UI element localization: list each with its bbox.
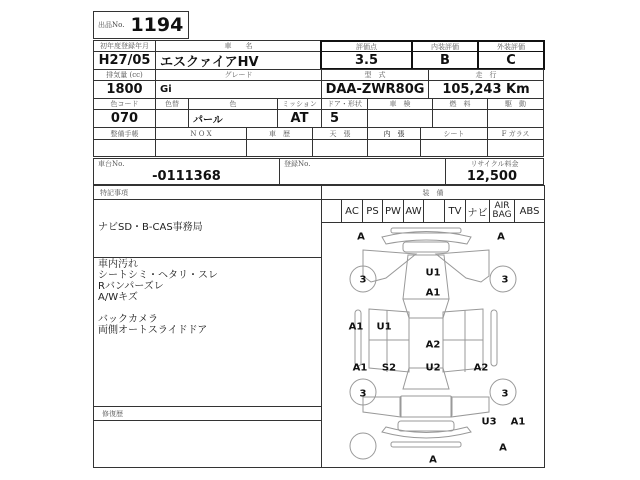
equip-blank-1 xyxy=(321,199,342,223)
score-label: 評価点 xyxy=(320,40,413,52)
registration-label: 登録No. xyxy=(284,160,311,168)
damage-mark: U1 xyxy=(376,321,392,333)
exterior-grade: C xyxy=(477,51,545,70)
inspection xyxy=(367,109,433,128)
remarks-line-1: ナビSD・B-CAS事務局 xyxy=(98,222,203,233)
mileage: 105,243 Km xyxy=(428,80,544,99)
color-change-label: 色替 xyxy=(155,98,189,110)
model-code-label: 型 式 xyxy=(321,69,429,81)
recycle-fee: 12,500 xyxy=(466,169,517,184)
grade-label: グレード xyxy=(155,69,322,81)
headliner-label: 天 張 xyxy=(312,127,368,140)
color-label: 色 xyxy=(188,98,278,110)
windshield-label: F ガラス xyxy=(487,127,544,140)
drive-label: 駆 動 xyxy=(487,98,544,110)
damage-diagram xyxy=(321,222,545,468)
equip-pw: PW xyxy=(382,199,404,223)
chassis-number: -0111368 xyxy=(152,169,221,184)
tire-mark: 3 xyxy=(501,274,509,286)
repair-history-label: 修復歴 xyxy=(93,406,322,421)
tire-mark: 3 xyxy=(359,388,367,400)
chassis-cell xyxy=(93,158,280,185)
interior-grade-label: 内装評価 xyxy=(411,40,479,52)
remarks-box-1 xyxy=(93,199,322,258)
lot-number-box xyxy=(93,11,189,39)
damage-mark: A xyxy=(497,231,505,243)
damage-mark: A1 xyxy=(348,321,364,333)
damage-mark: A1 xyxy=(425,287,441,299)
equip-navi: ナビ xyxy=(465,199,490,223)
lot-number: 1194 xyxy=(130,14,184,36)
repair-history-value xyxy=(93,420,322,468)
damage-mark: A2 xyxy=(473,362,489,374)
reg-date: H27/05 xyxy=(93,51,156,70)
equip-abs: ABS xyxy=(514,199,545,223)
service-book-label: 整備手帳 xyxy=(93,127,156,140)
history-label: 車 歴 xyxy=(246,127,313,140)
equipment-label: 装 備 xyxy=(321,185,545,200)
interior-grade: B xyxy=(411,51,479,70)
registration-cell xyxy=(279,158,446,185)
color-change xyxy=(155,109,189,128)
fuel-label: 燃 料 xyxy=(432,98,488,110)
displacement-label: 排気量 (cc) xyxy=(93,69,156,81)
seat-value xyxy=(420,139,488,157)
trim-label: 内 張 xyxy=(367,127,421,140)
damage-mark: A xyxy=(357,231,365,243)
remarks-line-2: 車内汚れ シートシミ・ヘタリ・スレ Rバンパーズレ A/Wキズ バックカメラ 両側オートスライドドア xyxy=(98,259,218,336)
equip-tv: TV xyxy=(444,199,466,223)
exterior-grade-label: 外装評価 xyxy=(477,40,545,52)
damage-mark: U1 xyxy=(425,267,441,279)
damage-mark: U2 xyxy=(425,362,441,374)
car-name-label: 車 名 xyxy=(155,40,322,52)
damage-mark: U3 xyxy=(481,416,497,428)
score: 3.5 xyxy=(320,51,413,70)
doors: 5 xyxy=(321,109,368,128)
headliner-value xyxy=(312,139,368,157)
tire-mark: 3 xyxy=(501,388,509,400)
damage-mark: A1 xyxy=(352,362,368,374)
mileage-label: 走 行 xyxy=(428,69,544,81)
doors-label: ドア・形状 xyxy=(321,98,368,110)
equip-blank-2 xyxy=(423,199,445,223)
damage-mark: A1 xyxy=(510,416,526,428)
remarks-box-2 xyxy=(93,257,322,407)
reg-date-label: 初年度登録年月 xyxy=(93,40,156,52)
fuel xyxy=(432,109,488,128)
lot-label: 出品No. xyxy=(98,21,125,29)
damage-mark: A xyxy=(499,442,507,454)
remarks-label: 特記事項 xyxy=(93,185,322,200)
damage-mark: A2 xyxy=(425,339,441,351)
equip-ac: AC xyxy=(341,199,363,223)
nox-value xyxy=(155,139,247,157)
seat-label: シート xyxy=(420,127,488,140)
history-value xyxy=(246,139,313,157)
grade: Gi xyxy=(155,80,322,99)
equip-aw: AW xyxy=(403,199,424,223)
tire-mark: 3 xyxy=(359,274,367,286)
drive xyxy=(487,109,544,128)
color: パール xyxy=(188,109,278,128)
equip-airbag: AIR BAG xyxy=(489,199,515,223)
damage-mark: A xyxy=(429,454,437,466)
color-code-label: 色コード xyxy=(93,98,156,110)
chassis-label: 車台No. xyxy=(98,160,125,168)
windshield-value xyxy=(487,139,544,157)
model-code: DAA-ZWR80G xyxy=(321,80,429,99)
color-code: 070 xyxy=(93,109,156,128)
inspection-label: 車 検 xyxy=(367,98,433,110)
recycle-cell xyxy=(445,158,544,185)
trim-value xyxy=(367,139,421,157)
transmission-label: ミッション xyxy=(277,98,322,110)
recycle-label: リサイクル料金 xyxy=(470,160,519,168)
equip-ps: PS xyxy=(362,199,383,223)
car-name: エスクァイアHV xyxy=(155,51,322,70)
service-book-value xyxy=(93,139,156,157)
damage-mark: S2 xyxy=(381,362,397,374)
transmission: AT xyxy=(277,109,322,128)
displacement: 1800 xyxy=(93,80,156,99)
nox-label: N O X xyxy=(155,127,247,140)
